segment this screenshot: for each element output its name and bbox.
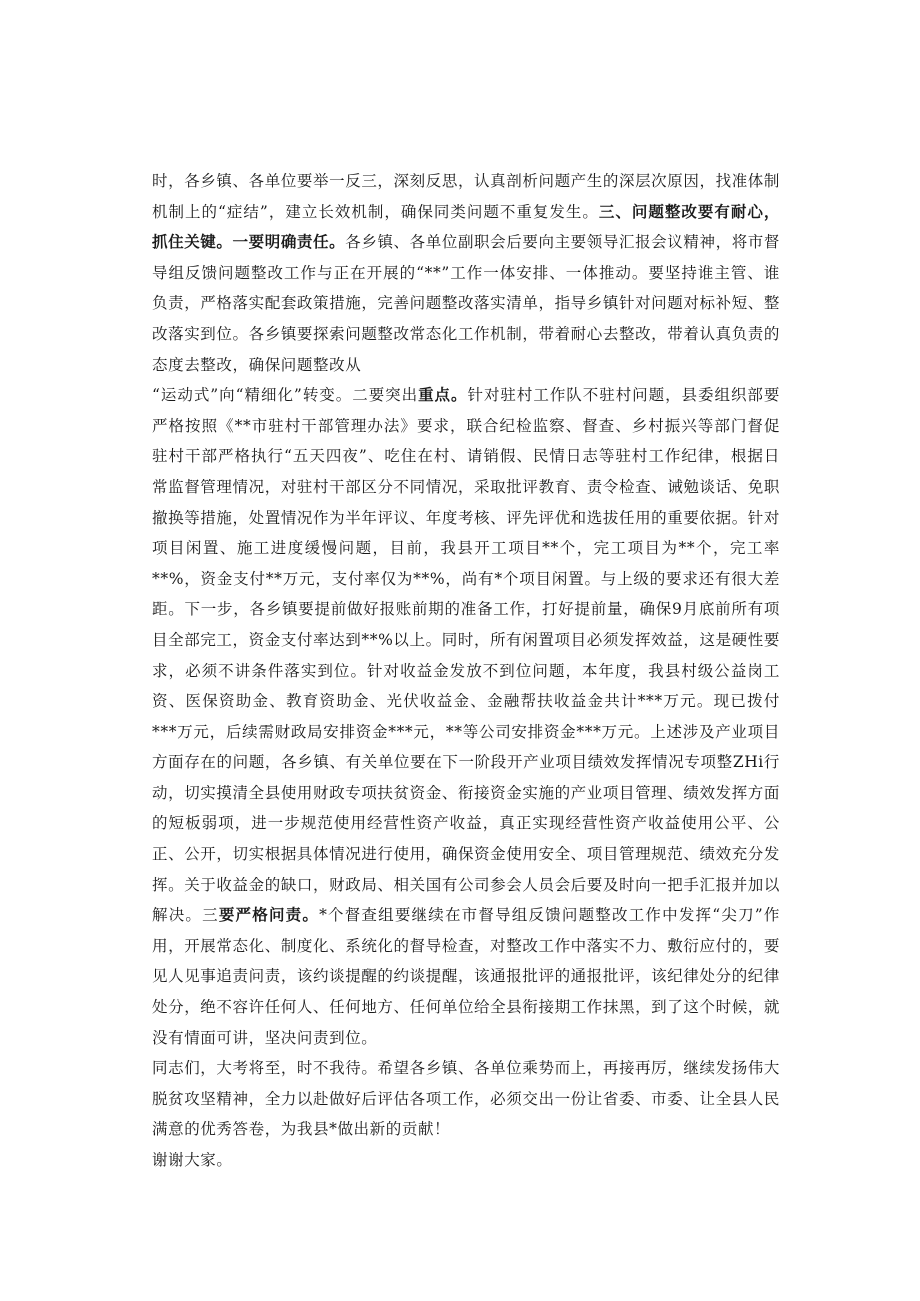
text-segment: 针对驻村工作队不驻村问题，县委组织部要严格按照《**市驻村干部管理办法》要求，联合纪检监察、督查、乡村振兴等部门督促驻村干部严格执行“五天四夜”、吃住在村、请销假、民情日志等驻村工作纪律，根据日常监督管理情况，对驻村干部区分不同情况，采取批评教育、责令检查、诫勉谈话、免职撤换等措施，处置情况作为半年评议、年度考核、评先评优和选拔任用的重要依据。针对项目闲置、施工进度缓慢问题，目前，我县开工项目**个，完工项目为**个，完工率**%，资金支付**万元，支付率仅为**%，尚有*个项目闲置。与上级的要求还有很大差距。下一步，各乡镇要提前做好报账前期的准备工作，打好提前量，确保9月底前所有项目全部完工，资金支付率达到**%以上。同时，所有闲置项目必须发挥效益，这是硬性要求，必须不讲条件落实到位。针对收益金发放不到位问题，本年度，我县村级公益岗工资、医保资助金、教育资助金、光伏收益金、金融帮扶收益金共计***万元。现已拨付***万元，后续需财政局安排资金***元，**等公司安排资金***万元。上述涉及产业项目方面存在的问题，各乡镇、有关单位要在下一阶段开产业项目绩效发挥情况专项整ZHi行动，切实摸清全县使用财政专项扶贫资金、衔接资金实施的产业项目管理、绩效发挥方面的短板弱项，进一步规范使用经营性资产收益，真正实现经营性资产收益使用公平、公正、公开，切实根据具体情况进行使用，确保资金使用安全、项目管理规范、绩效充分发挥。关于收益金的缺口，财政局、相关国有公司参会人员会后要及时向一把手汇报并加以解决。三: [152, 386, 780, 925]
paragraph-key-points: [152, 380, 780, 1053]
bold-heading-segment: 三、问题整改要有耐心，抓住关键。一要明确责任。: [152, 201, 780, 252]
paragraph-thanks: [152, 1145, 780, 1176]
bold-heading-segment: 重点。: [418, 385, 468, 405]
text-segment: 时，各乡镇、各单位要举一反三，深刻反思，认真剖析问题产生的深层次原因，找准体制机制上的“症结”，建立长效机制，确保同类问题不重复发生。: [152, 172, 780, 221]
text-segment: “运动式”向“精细化”转变。二要突出: [152, 386, 419, 405]
paragraph-rectification-responsibility: [152, 166, 780, 380]
text-segment: *个督查组要继续在市督导组反馈问题整改工作中发挥“尖刀”作用，开展常态化、制度化、系统化的督导检查，对整改工作中落实不力、敷衍应付的，要见人见事追责问责，该约谈提醒的约谈提醒，该通报批评的通报批评，该纪律处分的纪律处分，绝不容许任何人、任何地方、任何单位给全县衔接期工作抹黑，到了这个时候，就没有情面可讲，坚决问责到位。: [152, 906, 780, 1047]
text-segment: 同志们，大考将至，时不我待。希望各乡镇、各单位乘势而上，再接再厉，继续发扬伟大脱贫攻坚精神，全力以赴做好后评估各项工作，必须交出一份让省委、市委、让全县人民满意的优秀答卷，为我县*做出新的贡献！: [152, 1059, 780, 1139]
text-segment: 谢谢大家。: [152, 1151, 233, 1169]
paragraph-closing-appeal: [152, 1053, 780, 1145]
bold-heading-segment: 要严格问责。: [218, 905, 320, 925]
document-body: [152, 166, 780, 1176]
text-segment: 各乡镇、各单位副职会后要向主要领导汇报会议精神，将市督导组反馈问题整改工作与正在开展的“**”工作一体安排、一体推动。要坚持谁主管、谁负责，严格落实配套政策措施，完善问题整改落实清单，指导乡镇针对问题对标补短、整改落实到位。各乡镇要探索问题整改常态化工作机制，带着耐心去整改，带着认真负责的态度去整改，确保问题整改从: [152, 233, 781, 374]
